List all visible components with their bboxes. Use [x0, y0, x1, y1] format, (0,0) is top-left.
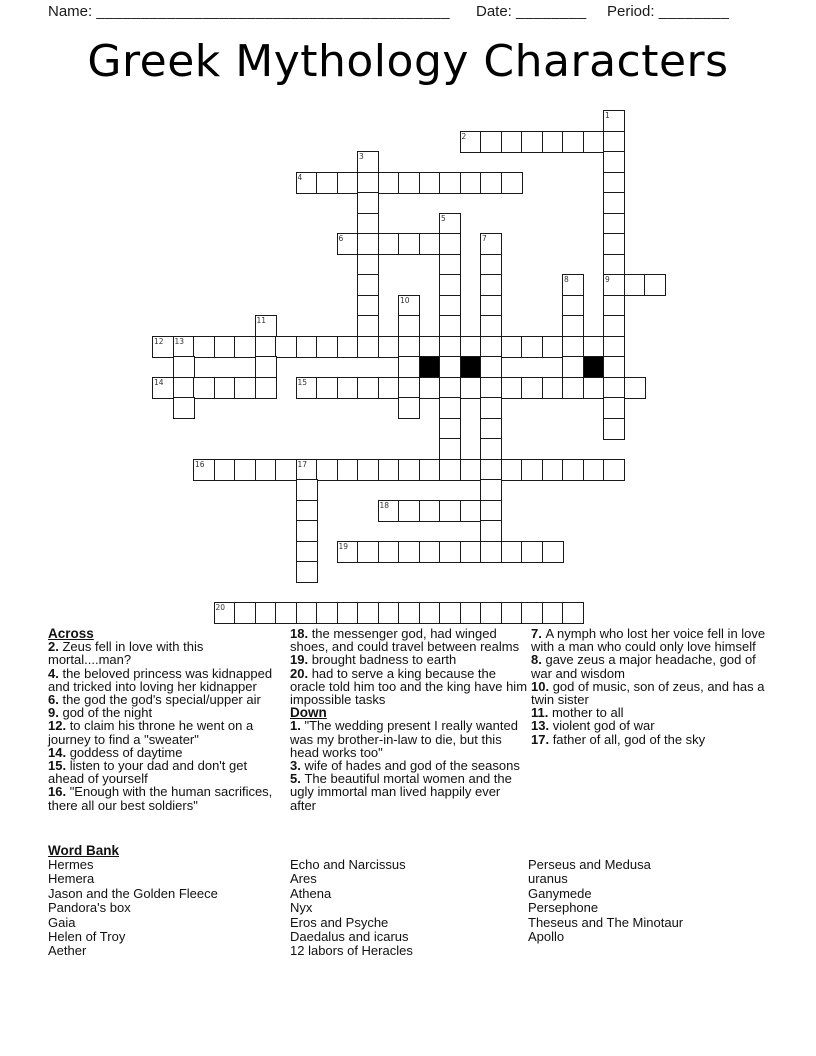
grid-cell-r9c12[interactable]: [398, 295, 420, 317]
grid-cell-r13c19[interactable]: [542, 377, 564, 399]
clue-number-14: 14.: [48, 744, 70, 760]
clues-column-right: [531, 627, 778, 746]
grid-cell-r17c11[interactable]: [378, 459, 400, 481]
clue-13: 13. violent god of war: [531, 718, 655, 734]
word-bank-item: Aether: [48, 943, 87, 959]
grid-cell-r6c14[interactable]: [439, 233, 461, 255]
grid-cell-r19c12[interactable]: [398, 500, 420, 522]
grid-cell-r3c17[interactable]: [501, 172, 523, 194]
grid-cell-r7c10[interactable]: [357, 254, 379, 276]
grid-cell-r6c13[interactable]: [419, 233, 441, 255]
grid-cell-r21c18[interactable]: [521, 541, 543, 563]
word-bank-item: Athena: [290, 885, 332, 901]
clues-column-left: [48, 627, 281, 812]
clue-2: 2. Zeus fell in love with this mortal....man?: [48, 639, 204, 668]
grid-cell-r3c8[interactable]: [316, 172, 338, 194]
grid-cell-r11c7[interactable]: [296, 336, 318, 358]
grid-cell-r19c11[interactable]: [378, 500, 400, 522]
word-bank-item: Daedalus and icarus: [290, 929, 409, 945]
grid-cell-r17c3[interactable]: [214, 459, 236, 481]
grid-cell-r24c15[interactable]: [460, 602, 482, 624]
grid-cell-r21c11[interactable]: [378, 541, 400, 563]
clue-10: 10. god of music, son of zeus, and has a twin sister: [531, 678, 765, 708]
grid-cell-r11c11[interactable]: [378, 336, 400, 358]
clue-3: 3. wife of hades and god of the seasons: [290, 758, 520, 774]
grid-cell-r22c7[interactable]: [296, 561, 318, 583]
grid-cell-r1c22[interactable]: [603, 131, 625, 153]
grid-cell-r12c20[interactable]: [562, 356, 584, 378]
grid-cell-r3c11[interactable]: [378, 172, 400, 194]
grid-cell-r24c7[interactable]: [296, 602, 318, 624]
grid-cell-r7c16[interactable]: [480, 254, 502, 276]
grid-cell-r8c10[interactable]: [357, 274, 379, 296]
grid-cell-r11c17[interactable]: [501, 336, 523, 358]
grid-black-cell-r12c21: [583, 356, 605, 378]
grid-cell-r8c20[interactable]: [562, 274, 584, 296]
grid-cell-r11c9[interactable]: [337, 336, 359, 358]
cell-number-5: 5: [441, 213, 446, 223]
clue-number-2: 2.: [48, 639, 63, 655]
grid-cell-r11c12[interactable]: [398, 336, 420, 358]
cell-number-15: 15: [297, 377, 308, 387]
word-bank-item: Helen of Troy: [48, 929, 126, 945]
grid-cell-r3c7[interactable]: [296, 172, 318, 194]
grid-cell-r3c10[interactable]: [357, 172, 379, 194]
grid-cell-r24c4[interactable]: [234, 602, 256, 624]
grid-cell-r19c7[interactable]: [296, 500, 318, 522]
grid-cell-r24c9[interactable]: [337, 602, 359, 624]
grid-cell-r21c12[interactable]: [398, 541, 420, 563]
grid-cell-r11c20[interactable]: [562, 336, 584, 358]
clue-number-8: 8.: [531, 652, 546, 668]
grid-cell-r19c14[interactable]: [439, 500, 461, 522]
grid-black-cell-r12c15: [460, 356, 482, 378]
grid-cell-r13c10[interactable]: [357, 377, 379, 399]
clue-number-4: 4.: [48, 665, 63, 681]
grid-cell-r15c16[interactable]: [480, 418, 502, 440]
grid-cell-r19c15[interactable]: [460, 500, 482, 522]
period-blank-line: ________: [658, 3, 730, 20]
grid-cell-r12c5[interactable]: [255, 356, 277, 378]
grid-cell-r19c13[interactable]: [419, 500, 441, 522]
clue-14: 14. goddess of daytime: [48, 744, 183, 760]
grid-cell-r18c16[interactable]: [480, 479, 502, 501]
clue-number-6: 6.: [48, 692, 63, 708]
grid-cell-r17c16[interactable]: [480, 459, 502, 481]
grid-cell-r2c10[interactable]: [357, 151, 379, 173]
clue-number-10: 10.: [531, 678, 553, 694]
grid-cell-r13c11[interactable]: [378, 377, 400, 399]
grid-cell-r24c13[interactable]: [419, 602, 441, 624]
grid-cell-r1c19[interactable]: [542, 131, 564, 153]
grid-cell-r17c4[interactable]: [234, 459, 256, 481]
cell-number-17: 17: [297, 459, 308, 469]
grid-cell-r13c1[interactable]: [173, 377, 195, 399]
grid-cell-r13c0[interactable]: [152, 377, 174, 399]
cell-number-9: 9: [605, 275, 610, 284]
grid-cell-r11c19[interactable]: [542, 336, 564, 358]
grid-cell-r3c16[interactable]: [480, 172, 502, 194]
grid-cell-r24c12[interactable]: [398, 602, 420, 624]
grid-cell-r10c14[interactable]: [439, 315, 461, 337]
grid-cell-r17c2[interactable]: [193, 459, 215, 481]
grid-cell-r21c15[interactable]: [460, 541, 482, 563]
grid-cell-r7c14[interactable]: [439, 254, 461, 276]
grid-cell-r1c20[interactable]: [562, 131, 584, 153]
grid-cell-r3c14[interactable]: [439, 172, 461, 194]
grid-cell-r6c10[interactable]: [357, 233, 379, 255]
cell-number-2: 2: [461, 131, 467, 141]
grid-cell-r17c10[interactable]: [357, 459, 379, 481]
grid-cell-r15c14[interactable]: [439, 418, 461, 440]
grid-cell-r8c22[interactable]: [603, 274, 625, 296]
clue-18: 18. the messenger god, had winged shoes, and could travel between realms: [290, 626, 520, 655]
clue-number-11: 11.: [531, 705, 552, 721]
grid-cell-r1c15[interactable]: [460, 131, 482, 153]
grid-cell-r15c22[interactable]: [603, 418, 625, 440]
grid-cell-r14c14[interactable]: [439, 397, 461, 419]
grid-cell-r1c21[interactable]: [583, 131, 605, 153]
grid-cell-r11c10[interactable]: [357, 336, 379, 358]
cell-number-1: 1: [605, 111, 610, 120]
word-bank-item: Nyx: [290, 900, 313, 916]
period-field: [607, 3, 729, 20]
cell-number-13: 13: [174, 336, 185, 346]
grid-cell-r9c20[interactable]: [562, 295, 584, 317]
grid-cell-r13c7[interactable]: [296, 377, 318, 399]
name-blank-line: ________________________________________: [96, 3, 451, 20]
grid-cell-r11c15[interactable]: [460, 336, 482, 358]
grid-cell-r8c16[interactable]: [480, 274, 502, 296]
grid-cell-r5c14[interactable]: [439, 213, 461, 235]
grid-cell-r21c10[interactable]: [357, 541, 379, 563]
grid-cell-r13c20[interactable]: [562, 377, 584, 399]
grid-cell-r24c16[interactable]: [480, 602, 502, 624]
grid-cell-r17c12[interactable]: [398, 459, 420, 481]
clue-number-17: 17.: [531, 731, 553, 747]
clue-9: 9. god of the night: [48, 705, 153, 721]
grid-cell-r21c19[interactable]: [542, 541, 564, 563]
grid-cell-r13c22[interactable]: [603, 377, 625, 399]
grid-cell-r17c5[interactable]: [255, 459, 277, 481]
grid-cell-r17c9[interactable]: [337, 459, 359, 481]
grid-cell-r6c11[interactable]: [378, 233, 400, 255]
grid-cell-r13c18[interactable]: [521, 377, 543, 399]
clues-section-header-across: Across: [48, 626, 94, 641]
cell-number-20: 20: [215, 603, 226, 612]
grid-cell-r13c16[interactable]: [480, 377, 502, 399]
grid-cell-r11c3[interactable]: [214, 336, 236, 358]
grid-cell-r17c15[interactable]: [460, 459, 482, 481]
grid-cell-r24c11[interactable]: [378, 602, 400, 624]
cell-number-6: 6: [338, 234, 344, 243]
grid-cell-r21c17[interactable]: [501, 541, 523, 563]
grid-cell-r7c22[interactable]: [603, 254, 625, 276]
cell-number-12: 12: [154, 336, 164, 346]
grid-cell-r13c9[interactable]: [337, 377, 359, 399]
clue-number-19: 19.: [290, 652, 312, 668]
grid-cell-r1c16[interactable]: [480, 131, 502, 153]
grid-cell-r8c23[interactable]: [624, 274, 646, 296]
grid-cell-r21c7[interactable]: [296, 541, 318, 563]
grid-cell-r17c13[interactable]: [419, 459, 441, 481]
cell-number-10: 10: [400, 295, 410, 305]
grid-cell-r2c22[interactable]: [603, 151, 625, 173]
grid-cell-r21c13[interactable]: [419, 541, 441, 563]
clues-column-middle: [290, 627, 528, 812]
clue-number-9: 9.: [48, 705, 63, 721]
grid-cell-r19c16[interactable]: [480, 500, 502, 522]
clue-number-15: 15.: [48, 758, 70, 774]
grid-cell-r9c10[interactable]: [357, 295, 379, 317]
grid-cell-r1c17[interactable]: [501, 131, 523, 153]
period-label: Period:: [607, 3, 655, 20]
grid-cell-r16c16[interactable]: [480, 438, 502, 460]
grid-cell-r24c20[interactable]: [562, 602, 584, 624]
grid-cell-r17c8[interactable]: [316, 459, 338, 481]
name-field: [48, 3, 450, 20]
grid-cell-r24c3[interactable]: [214, 602, 236, 624]
grid-cell-r11c22[interactable]: [603, 336, 625, 358]
grid-cell-r20c16[interactable]: [480, 520, 502, 542]
word-bank-item: Ganymede: [528, 885, 592, 901]
grid-cell-r11c4[interactable]: [234, 336, 256, 358]
word-bank-item: Hermes: [48, 857, 94, 872]
cell-number-3: 3: [359, 152, 364, 161]
grid-cell-r18c7[interactable]: [296, 479, 318, 501]
cell-number-7: 7: [482, 234, 487, 243]
grid-cell-r14c22[interactable]: [603, 397, 625, 419]
clue-number-7: 7.: [531, 626, 546, 641]
clue-8: 8. gave zeus a major headache, god of war and wisdom: [531, 652, 756, 681]
grid-cell-r14c16[interactable]: [480, 397, 502, 419]
clue-7: 7. A nymph who lost her voice fell in love with a man who could only love himself: [531, 626, 766, 655]
grid-cell-r12c1[interactable]: [173, 356, 195, 378]
clue-number-1: 1.: [290, 718, 305, 734]
grid-cell-r13c8[interactable]: [316, 377, 338, 399]
grid-cell-r14c12[interactable]: [398, 397, 420, 419]
grid-cell-r17c14[interactable]: [439, 459, 461, 481]
cell-number-19: 19: [338, 541, 349, 551]
grid-cell-r24c19[interactable]: [542, 602, 564, 624]
grid-cell-r8c24[interactable]: [644, 274, 666, 296]
page-title: Greek Mythology Characters: [87, 36, 729, 87]
word-bank-item: Jason and the Golden Fleece: [48, 885, 218, 901]
clues-section-header-down: Down: [290, 705, 327, 721]
grid-cell-r13c4[interactable]: [234, 377, 256, 399]
grid-cell-r3c15[interactable]: [460, 172, 482, 194]
grid-cell-r24c18[interactable]: [521, 602, 543, 624]
word-bank-item: Pandora's box: [48, 900, 131, 916]
grid-cell-r8c14[interactable]: [439, 274, 461, 296]
grid-cell-r17c20[interactable]: [562, 459, 584, 481]
name-label: Name:: [48, 3, 93, 20]
grid-cell-r10c10[interactable]: [357, 315, 379, 337]
grid-cell-r0c22[interactable]: [603, 110, 625, 132]
cell-number-18: 18: [379, 500, 390, 510]
grid-cell-r13c21[interactable]: [583, 377, 605, 399]
word-bank-item: Echo and Narcissus: [290, 857, 406, 872]
grid-cell-r17c21[interactable]: [583, 459, 605, 481]
word-bank-item: Perseus and Medusa: [528, 857, 651, 872]
grid-cell-r17c7[interactable]: [296, 459, 318, 481]
cell-number-14: 14: [154, 377, 164, 387]
clue-1: 1. "The wedding present I really wanted was my brother-in-law to die, but this head works too": [290, 718, 518, 760]
grid-cell-r24c10[interactable]: [357, 602, 379, 624]
grid-cell-r13c15[interactable]: [460, 377, 482, 399]
word-bank-column-1: [48, 858, 288, 959]
word-bank-item: Gaia: [48, 914, 76, 930]
grid-cell-r11c16[interactable]: [480, 336, 502, 358]
grid-cell-r21c16[interactable]: [480, 541, 502, 563]
word-bank-item: Persephone: [528, 900, 599, 916]
word-bank-item: Hemera: [48, 871, 95, 887]
date-blank-line: ________: [516, 3, 587, 20]
grid-cell-r21c14[interactable]: [439, 541, 461, 563]
grid-cell-r20c7[interactable]: [296, 520, 318, 542]
grid-cell-r11c8[interactable]: [316, 336, 338, 358]
clue-4: 4. the beloved princess was kidnapped and tricked into loving her kidnapper: [48, 665, 273, 694]
grid-cell-r17c6[interactable]: [275, 459, 297, 481]
grid-cell-r10c16[interactable]: [480, 315, 502, 337]
grid-cell-r11c18[interactable]: [521, 336, 543, 358]
word-bank-item: Apollo: [528, 929, 565, 945]
grid-cell-r24c5[interactable]: [255, 602, 277, 624]
cell-number-11: 11: [256, 316, 267, 325]
grid-cell-r11c21[interactable]: [583, 336, 605, 358]
grid-cell-r12c12[interactable]: [398, 356, 420, 378]
date-label: Date:: [476, 3, 512, 20]
grid-cell-r24c8[interactable]: [316, 602, 338, 624]
clue-6: 6. the god the god's special/upper air: [48, 692, 261, 708]
grid-cell-r5c22[interactable]: [603, 213, 625, 235]
grid-cell-r3c12[interactable]: [398, 172, 420, 194]
word-bank-item: Eros and Psyche: [290, 914, 389, 930]
clue-number-16: 16.: [48, 784, 70, 800]
grid-cell-r14c1[interactable]: [173, 397, 195, 419]
clue-19: 19. brought badness to earth: [290, 652, 457, 668]
grid-cell-r9c22[interactable]: [603, 295, 625, 317]
clue-16: 16. "Enough with the human sacrifices, there all our best soldiers": [48, 784, 273, 813]
grid-cell-r13c12[interactable]: [398, 377, 420, 399]
grid-cell-r13c23[interactable]: [624, 377, 646, 399]
clue-17: 17. father of all, god of the sky: [531, 731, 706, 747]
grid-cell-r1c18[interactable]: [521, 131, 543, 153]
clue-5: 5. The beautiful mortal women and the ugly immortal man lived happily ever after: [290, 771, 512, 813]
word-bank-item: Ares: [290, 871, 317, 887]
word-bank-title: Word Bank: [48, 843, 120, 858]
grid-cell-r21c9[interactable]: [337, 541, 359, 563]
word-bank-item: 12 labors of Heracles: [290, 943, 413, 959]
grid-cell-r17c17[interactable]: [501, 459, 523, 481]
grid-cell-r3c13[interactable]: [419, 172, 441, 194]
grid-cell-r11c2[interactable]: [193, 336, 215, 358]
clue-number-5: 5.: [290, 771, 305, 787]
clue-number-20: 20.: [290, 665, 312, 681]
grid-cell-r6c16[interactable]: [480, 233, 502, 255]
grid-cell-r11c5[interactable]: [255, 336, 277, 358]
grid-cell-r12c22[interactable]: [603, 356, 625, 378]
cell-number-4: 4: [297, 172, 303, 182]
grid-cell-r4c10[interactable]: [357, 192, 379, 214]
clue-number-13: 13.: [531, 718, 553, 734]
clue-12: 12. to claim his throne he went on a journey to find a "sweater": [48, 718, 254, 747]
grid-cell-r6c12[interactable]: [398, 233, 420, 255]
grid-cell-r11c1[interactable]: [173, 336, 195, 358]
grid-cell-r13c17[interactable]: [501, 377, 523, 399]
grid-cell-r13c5[interactable]: [255, 377, 277, 399]
clue-11: 11. mother to all: [531, 705, 624, 721]
crossword-grid: [152, 110, 666, 624]
grid-cell-r10c22[interactable]: [603, 315, 625, 337]
clue-number-12: 12.: [48, 718, 70, 734]
cell-number-16: 16: [195, 459, 205, 469]
clue-number-18: 18.: [290, 626, 312, 641]
grid-cell-r9c14[interactable]: [439, 295, 461, 317]
grid-cell-r10c12[interactable]: [398, 315, 420, 337]
clue-15: 15. listen to your dad and don't get ahead of yourself: [48, 758, 248, 787]
word-bank-item: Theseus and The Minotaur: [528, 914, 684, 930]
grid-cell-r11c6[interactable]: [275, 336, 297, 358]
grid-cell-r6c22[interactable]: [603, 233, 625, 255]
grid-cell-r16c14[interactable]: [439, 438, 461, 460]
word-bank-column-3: [528, 858, 778, 944]
grid-cell-r6c9[interactable]: [337, 233, 359, 255]
grid-cell-r17c19[interactable]: [542, 459, 564, 481]
grid-cell-r3c22[interactable]: [603, 172, 625, 194]
grid-cell-r13c3[interactable]: [214, 377, 236, 399]
grid-cell-r17c18[interactable]: [521, 459, 543, 481]
grid-cell-r5c10[interactable]: [357, 213, 379, 235]
date-field: [476, 3, 587, 20]
grid-cell-r24c6[interactable]: [275, 602, 297, 624]
grid-cell-r3c9[interactable]: [337, 172, 359, 194]
grid-cell-r11c13[interactable]: [419, 336, 441, 358]
grid-cell-r9c16[interactable]: [480, 295, 502, 317]
grid-cell-r12c14[interactable]: [439, 356, 461, 378]
grid-cell-r11c0[interactable]: [152, 336, 174, 358]
word-bank-column-2: [290, 858, 528, 959]
grid-cell-r11c14[interactable]: [439, 336, 461, 358]
grid-cell-r17c22[interactable]: [603, 459, 625, 481]
clue-number-3: 3.: [290, 758, 305, 774]
grid-cell-r10c5[interactable]: [255, 315, 277, 337]
grid-black-cell-r12c13: [419, 356, 441, 378]
grid-cell-r24c17[interactable]: [501, 602, 523, 624]
grid-cell-r10c20[interactable]: [562, 315, 584, 337]
grid-cell-r13c13[interactable]: [419, 377, 441, 399]
grid-cell-r12c16[interactable]: [480, 356, 502, 378]
cell-number-8: 8: [564, 275, 569, 284]
clue-20: 20. had to serve a king because the oracle told him too and the king have him impossible tasks: [290, 665, 528, 708]
grid-cell-r4c22[interactable]: [603, 192, 625, 214]
grid-cell-r13c2[interactable]: [193, 377, 215, 399]
grid-cell-r13c14[interactable]: [439, 377, 461, 399]
word-bank-item: uranus: [528, 871, 568, 887]
grid-cell-r24c14[interactable]: [439, 602, 461, 624]
